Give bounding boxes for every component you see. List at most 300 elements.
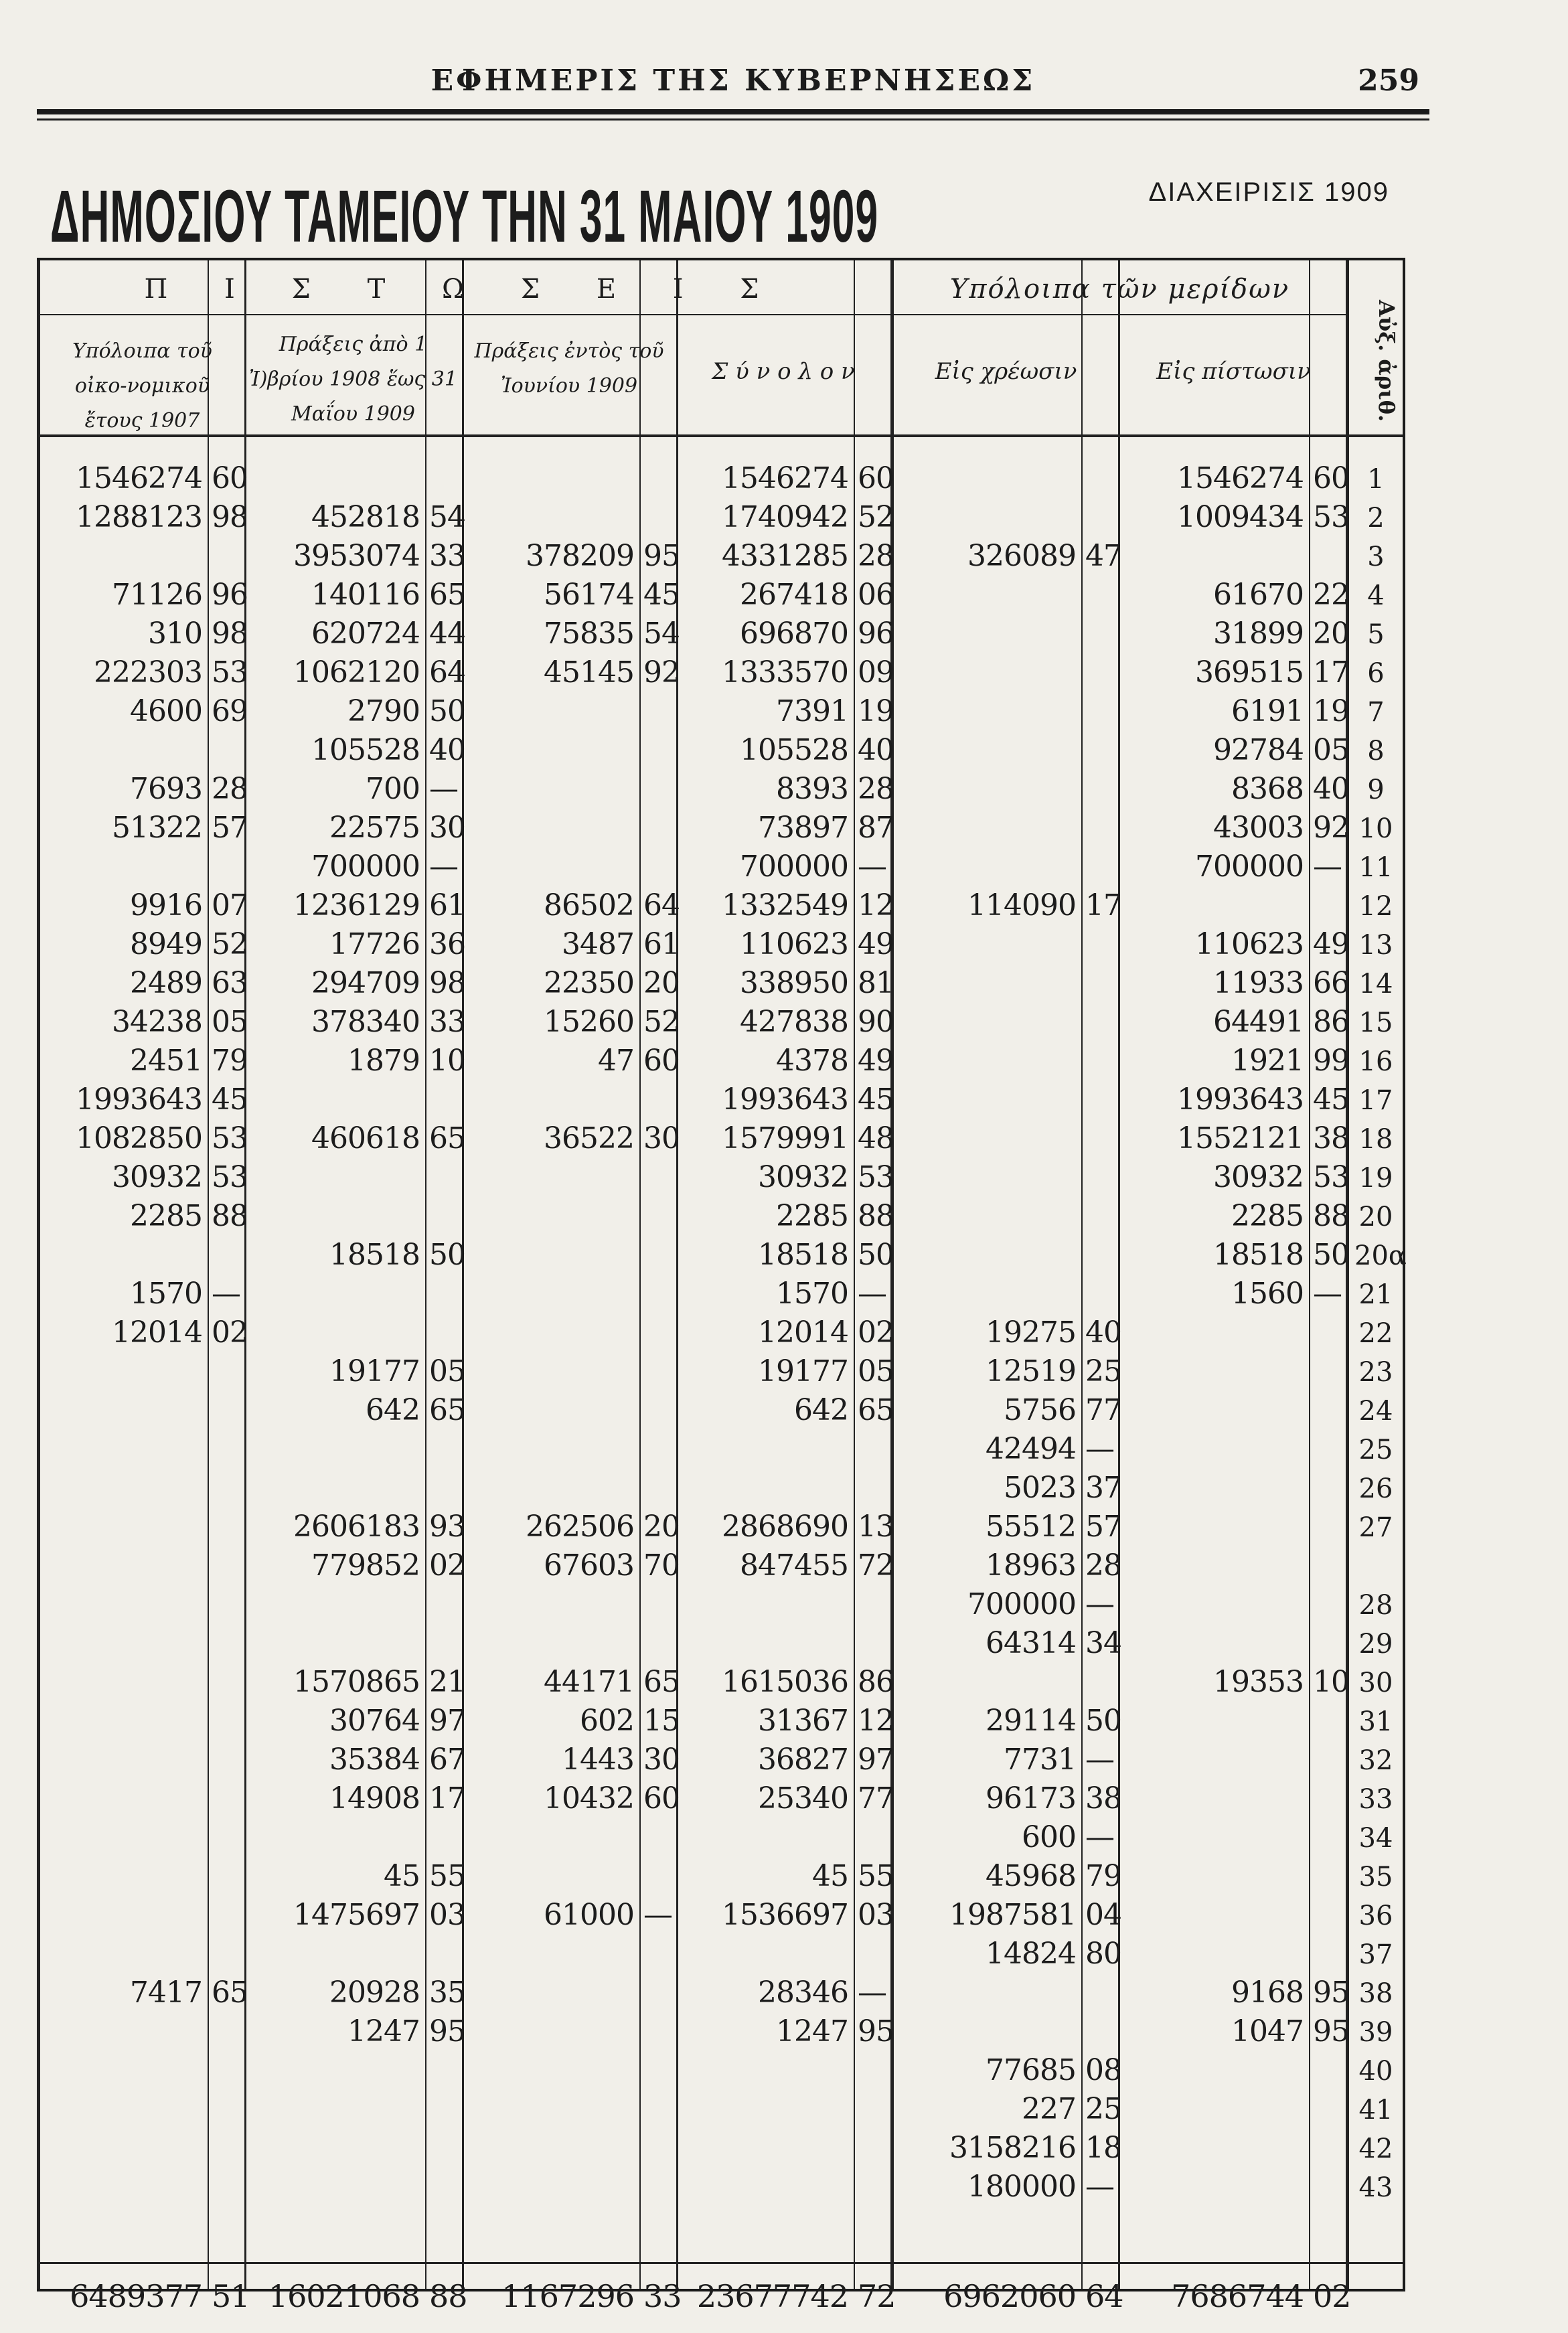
amount-lepta: 15 xyxy=(643,1704,680,1738)
amount-lepta: 45 xyxy=(643,578,680,612)
row-number: 6 xyxy=(1367,658,1385,689)
total-drachmas: 6962060 xyxy=(943,2278,1076,2314)
amount-lepta: 20 xyxy=(1313,617,1349,651)
total-lepta: 88 xyxy=(429,2278,467,2314)
amount-lepta: 64 xyxy=(643,888,680,922)
amount-drachmas: 1552121 xyxy=(1177,1121,1304,1155)
amount-drachmas: 7391 xyxy=(776,694,848,728)
amount-drachmas: 110623 xyxy=(1195,927,1304,961)
amount-lepta: 61 xyxy=(429,888,465,922)
amount-lepta: 40 xyxy=(429,733,465,767)
amount-lepta: — xyxy=(1085,1743,1114,1777)
cents-rule xyxy=(639,260,641,2289)
page-number: 259 xyxy=(1358,64,1419,98)
amount-drachmas: 36827 xyxy=(758,1743,848,1777)
amount-drachmas: 1560 xyxy=(1231,1277,1304,1311)
amount-drachmas: 1247 xyxy=(347,2014,420,2048)
amount-drachmas: 338950 xyxy=(740,966,848,1000)
amount-drachmas: 1546274 xyxy=(722,461,848,495)
amount-drachmas: 1570 xyxy=(776,1277,848,1311)
amount-lepta: 30 xyxy=(429,811,465,845)
amount-drachmas: 4331285 xyxy=(722,539,848,573)
amount-lepta: 65 xyxy=(429,1393,465,1427)
amount-drachmas: 9168 xyxy=(1231,1976,1304,2010)
amount-lepta: 33 xyxy=(429,539,465,573)
amount-drachmas: 2285 xyxy=(1231,1199,1304,1233)
row-number: 24 xyxy=(1358,1396,1393,1427)
cents-rule xyxy=(1081,260,1083,2289)
amount-lepta: 80 xyxy=(1085,1937,1121,1971)
amount-drachmas: 1570 xyxy=(130,1277,202,1311)
amount-lepta: 28 xyxy=(858,772,894,806)
amount-drachmas: 43003 xyxy=(1213,811,1304,845)
amount-drachmas: 22575 xyxy=(329,811,420,845)
row-number: 4 xyxy=(1367,580,1385,611)
amount-lepta: 37 xyxy=(1085,1471,1121,1505)
amount-lepta: 17 xyxy=(429,1781,465,1816)
row-number: 2 xyxy=(1367,503,1385,534)
amount-lepta: 40 xyxy=(1085,1315,1121,1350)
cents-rule xyxy=(425,260,426,2289)
amount-lepta: 64 xyxy=(429,655,465,690)
amount-drachmas: 86502 xyxy=(544,888,634,922)
amount-lepta: 28 xyxy=(212,772,248,806)
row-number: 30 xyxy=(1358,1668,1393,1698)
amount-lepta: 30 xyxy=(643,1743,680,1777)
row-number: 8 xyxy=(1367,736,1385,767)
amount-lepta: 49 xyxy=(858,1044,894,1078)
amount-drachmas: 310 xyxy=(148,617,202,651)
amount-drachmas: 8949 xyxy=(130,927,202,961)
amount-drachmas: 45 xyxy=(384,1859,420,1893)
amount-lepta: 13 xyxy=(858,1510,894,1544)
amount-lepta: 61 xyxy=(643,927,680,961)
amount-lepta: — xyxy=(858,850,886,884)
amount-drachmas: 1921 xyxy=(1231,1044,1304,1078)
amount-drachmas: 227 xyxy=(1022,2092,1076,2126)
amount-drachmas: 1247 xyxy=(776,2014,848,2048)
column-head-aux-arith: Αὐξ. ἀριθ. xyxy=(1374,299,1399,422)
total-lepta: 51 xyxy=(212,2278,250,2314)
amount-drachmas: 1579991 xyxy=(722,1121,848,1155)
amount-drachmas: 10432 xyxy=(544,1781,634,1816)
amount-drachmas: 2606183 xyxy=(293,1510,420,1544)
amount-drachmas: 9916 xyxy=(130,888,202,922)
amount-drachmas: 8368 xyxy=(1231,772,1304,806)
amount-lepta: 25 xyxy=(1085,2092,1121,2126)
table-title: ΔΗΜΟΣΙΟΥ ΤΑΜΕΙΟΥ ΤΗΝ 31 ΜΑΙΟΥ 1909 xyxy=(50,175,879,258)
amount-drachmas: 7417 xyxy=(130,1976,202,2010)
row-number: 7 xyxy=(1367,697,1385,728)
amount-lepta: 44 xyxy=(429,617,465,651)
amount-drachmas: 12519 xyxy=(986,1354,1076,1388)
amount-lepta: 07 xyxy=(212,888,248,922)
amount-lepta: 50 xyxy=(858,1238,894,1272)
amount-drachmas: 2285 xyxy=(776,1199,848,1233)
row-number: 10 xyxy=(1358,813,1393,844)
amount-lepta: 65 xyxy=(429,1121,465,1155)
amount-lepta: 95 xyxy=(1313,1976,1349,2010)
total-drachmas: 16021068 xyxy=(268,2278,420,2314)
row-number: 26 xyxy=(1358,1473,1393,1504)
row-number: 37 xyxy=(1358,1939,1393,1970)
total-drachmas: 7686744 xyxy=(1171,2278,1304,2314)
row-number: 32 xyxy=(1358,1745,1393,1776)
amount-drachmas: 7731 xyxy=(1004,1743,1076,1777)
amount-lepta: 28 xyxy=(858,539,894,573)
amount-lepta: 65 xyxy=(643,1665,680,1699)
amount-drachmas: 700 xyxy=(366,772,420,806)
amount-lepta: 98 xyxy=(212,617,248,651)
amount-lepta: 50 xyxy=(429,694,465,728)
amount-lepta: 55 xyxy=(858,1859,894,1893)
amount-lepta: 49 xyxy=(858,927,894,961)
amount-lepta: 72 xyxy=(858,1548,894,1583)
total-lepta: 72 xyxy=(858,2278,896,2314)
amount-lepta: 69 xyxy=(212,694,248,728)
amount-drachmas: 19177 xyxy=(758,1354,848,1388)
amount-drachmas: 1475697 xyxy=(293,1898,420,1932)
amount-drachmas: 222303 xyxy=(94,655,202,690)
row-number: 36 xyxy=(1358,1901,1393,1931)
amount-drachmas: 20928 xyxy=(329,1976,420,2010)
row-number: 16 xyxy=(1358,1046,1393,1077)
amount-lepta: 20 xyxy=(643,1510,680,1544)
amount-drachmas: 1879 xyxy=(347,1044,420,1078)
column-head-synolon: Σ ύ ν ο λ ο ν xyxy=(712,358,855,385)
amount-drachmas: 4378 xyxy=(776,1044,848,1078)
amount-drachmas: 18518 xyxy=(1213,1238,1304,1272)
amount-drachmas: 30932 xyxy=(758,1160,848,1194)
row-number: 29 xyxy=(1358,1629,1393,1660)
amount-drachmas: 1443 xyxy=(562,1743,634,1777)
amount-drachmas: 114090 xyxy=(967,888,1076,922)
row-number: 3 xyxy=(1367,542,1385,572)
amount-lepta: 81 xyxy=(858,966,894,1000)
amount-drachmas: 19177 xyxy=(329,1354,420,1388)
amount-drachmas: 602 xyxy=(580,1704,634,1738)
amount-drachmas: 28346 xyxy=(758,1976,848,2010)
amount-lepta: 57 xyxy=(1085,1510,1121,1544)
amount-drachmas: 1536697 xyxy=(722,1898,848,1932)
column-head-chreosin: Εἰς χρέωσιν xyxy=(935,358,1077,385)
row-number: 19 xyxy=(1358,1163,1393,1194)
amount-lepta: 98 xyxy=(212,500,248,534)
row-number: 39 xyxy=(1358,2017,1393,2048)
amount-drachmas: 1236129 xyxy=(293,888,420,922)
amount-drachmas: 64314 xyxy=(986,1626,1076,1660)
column-rule xyxy=(37,260,40,2289)
amount-lepta: 98 xyxy=(429,966,465,1000)
amount-drachmas: 2790 xyxy=(347,694,420,728)
amount-lepta: 95 xyxy=(1313,2014,1349,2048)
amount-lepta: 52 xyxy=(643,1005,680,1039)
amount-drachmas: 1082850 xyxy=(76,1121,202,1155)
amount-drachmas: 61000 xyxy=(544,1898,634,1932)
amount-drachmas: 36522 xyxy=(544,1121,634,1155)
row-number: 28 xyxy=(1358,1590,1393,1621)
amount-drachmas: 460618 xyxy=(311,1121,420,1155)
amount-lepta: 17 xyxy=(1085,888,1121,922)
amount-lepta: 21 xyxy=(429,1665,465,1699)
amount-lepta: 22 xyxy=(1313,578,1349,612)
cents-rule xyxy=(1309,260,1310,2289)
amount-drachmas: 7693 xyxy=(130,772,202,806)
row-number: 12 xyxy=(1358,891,1393,922)
row-number: 1 xyxy=(1367,464,1385,495)
amount-lepta: 86 xyxy=(858,1665,894,1699)
amount-drachmas: 105528 xyxy=(740,733,848,767)
amount-lepta: 54 xyxy=(643,617,680,651)
amount-lepta: 77 xyxy=(1085,1393,1121,1427)
amount-drachmas: 19275 xyxy=(986,1315,1076,1350)
row-number: 27 xyxy=(1358,1512,1393,1543)
amount-drachmas: 1009434 xyxy=(1177,500,1304,534)
amount-drachmas: 1615036 xyxy=(722,1665,848,1699)
amount-lepta: 53 xyxy=(212,655,248,690)
amount-lepta: — xyxy=(212,1277,240,1311)
row-number: 5 xyxy=(1367,619,1385,650)
amount-lepta: — xyxy=(429,772,458,806)
amount-drachmas: 15260 xyxy=(544,1005,634,1039)
amount-lepta: 50 xyxy=(429,1238,465,1272)
amount-lepta: 95 xyxy=(643,539,680,573)
amount-drachmas: 294709 xyxy=(311,966,420,1000)
amount-lepta: 10 xyxy=(1313,1665,1349,1699)
amount-lepta: 60 xyxy=(1313,461,1349,495)
amount-drachmas: 42494 xyxy=(986,1432,1076,1466)
amount-drachmas: 1332549 xyxy=(722,888,848,922)
amount-lepta: 48 xyxy=(858,1121,894,1155)
amount-drachmas: 642 xyxy=(366,1393,420,1427)
amount-drachmas: 700000 xyxy=(740,850,848,884)
amount-lepta: 49 xyxy=(1313,927,1349,961)
amount-lepta: 66 xyxy=(1313,966,1349,1000)
amount-lepta: 54 xyxy=(429,500,465,534)
amount-lepta: 53 xyxy=(858,1160,894,1194)
amount-lepta: — xyxy=(858,1976,886,2010)
amount-lepta: 19 xyxy=(858,694,894,728)
column-head-ypoloipa-1907: Υπόλοιπα τοῦ οἰκο-νομικοῦ ἔτους 1907 xyxy=(72,339,212,432)
amount-drachmas: 267418 xyxy=(740,578,848,612)
amount-drachmas: 61670 xyxy=(1213,578,1304,612)
amount-drachmas: 14908 xyxy=(329,1781,420,1816)
amount-lepta: 79 xyxy=(212,1044,248,1078)
amount-lepta: 45 xyxy=(1313,1082,1349,1117)
amount-drachmas: 67603 xyxy=(544,1548,634,1583)
amount-lepta: 50 xyxy=(1085,1704,1121,1738)
amount-drachmas: 30932 xyxy=(1213,1160,1304,1194)
amount-drachmas: 12014 xyxy=(112,1315,202,1350)
amount-drachmas: 326089 xyxy=(967,539,1076,573)
amount-drachmas: 77685 xyxy=(986,2053,1076,2087)
amount-lepta: 03 xyxy=(858,1898,894,1932)
row-number: 35 xyxy=(1358,1862,1393,1893)
amount-drachmas: 45 xyxy=(812,1859,848,1893)
amount-drachmas: 18518 xyxy=(329,1238,420,1272)
amount-drachmas: 1546274 xyxy=(76,461,202,495)
amount-drachmas: 427838 xyxy=(740,1005,848,1039)
amount-lepta: 52 xyxy=(858,500,894,534)
ypoloipa-group-head: Υπόλοιπα τῶν μερίδων xyxy=(949,274,1290,305)
amount-lepta: 17 xyxy=(1313,655,1349,690)
row-number: 9 xyxy=(1367,775,1385,805)
amount-drachmas: 18518 xyxy=(758,1238,848,1272)
amount-drachmas: 5023 xyxy=(1004,1471,1076,1505)
amount-lepta: 67 xyxy=(429,1743,465,1777)
ledger-table xyxy=(37,258,1407,2314)
amount-drachmas: 1047 xyxy=(1231,2014,1304,2048)
amount-lepta: 52 xyxy=(212,927,248,961)
row-number: 13 xyxy=(1358,930,1393,961)
amount-drachmas: 620724 xyxy=(311,617,420,651)
amount-drachmas: 45968 xyxy=(986,1859,1076,1893)
amount-lepta: 60 xyxy=(643,1781,680,1816)
amount-drachmas: 92784 xyxy=(1213,733,1304,767)
amount-lepta: 55 xyxy=(429,1859,465,1893)
pistoseis-group-head: Π Ι Σ Τ Ω Σ Ε Ι Σ xyxy=(144,274,783,305)
amount-drachmas: 2489 xyxy=(130,966,202,1000)
amount-lepta: 40 xyxy=(1313,772,1349,806)
amount-lepta: — xyxy=(1085,1432,1114,1466)
amount-lepta: 05 xyxy=(1313,733,1349,767)
amount-lepta: 19 xyxy=(1313,694,1349,728)
amount-lepta: 60 xyxy=(643,1044,680,1078)
amount-lepta: — xyxy=(858,1277,886,1311)
row-number: 25 xyxy=(1358,1435,1393,1465)
amount-lepta: 06 xyxy=(858,578,894,612)
amount-drachmas: 44171 xyxy=(544,1665,634,1699)
amount-lepta: 47 xyxy=(1085,539,1121,573)
amount-drachmas: 71126 xyxy=(112,578,202,612)
amount-drachmas: 11933 xyxy=(1213,966,1304,1000)
amount-lepta: 20 xyxy=(643,966,680,1000)
amount-lepta: 60 xyxy=(212,461,248,495)
column-head-praxeis-1908: Πράξεις ἀπὸ 1 Ἰ)βρίου 1908 ἕως 31 Μαΐου 1909 xyxy=(249,333,457,426)
row-number: 38 xyxy=(1358,1978,1393,2009)
amount-lepta: 79 xyxy=(1085,1859,1121,1893)
amount-lepta: — xyxy=(1085,2170,1114,2204)
amount-drachmas: 4600 xyxy=(130,694,202,728)
amount-lepta: 53 xyxy=(212,1160,248,1194)
amount-drachmas: 5756 xyxy=(1004,1393,1076,1427)
amount-lepta: 33 xyxy=(429,1005,465,1039)
amount-lepta: 96 xyxy=(212,578,248,612)
amount-lepta: — xyxy=(1313,1277,1342,1311)
amount-lepta: 12 xyxy=(858,888,894,922)
amount-lepta: 04 xyxy=(1085,1898,1121,1932)
amount-drachmas: 34238 xyxy=(112,1005,202,1039)
amount-lepta: 05 xyxy=(429,1354,465,1388)
administration-label: ΔΙΑΧΕΙΡΙΣΙΣ 1909 xyxy=(1148,177,1389,207)
amount-lepta: 97 xyxy=(429,1704,465,1738)
amount-drachmas: 700000 xyxy=(1195,850,1304,884)
amount-drachmas: 642 xyxy=(794,1393,848,1427)
amount-lepta: 12 xyxy=(858,1704,894,1738)
amount-lepta: 53 xyxy=(1313,1160,1349,1194)
amount-drachmas: 25340 xyxy=(758,1781,848,1816)
amount-drachmas: 1993643 xyxy=(1177,1082,1304,1117)
amount-drachmas: 1546274 xyxy=(1177,461,1304,495)
amount-lepta: 45 xyxy=(212,1082,248,1117)
amount-drachmas: 73897 xyxy=(758,811,848,845)
amount-lepta: 99 xyxy=(1313,1044,1349,1078)
amount-lepta: 60 xyxy=(858,461,894,495)
amount-drachmas: 700000 xyxy=(967,1587,1076,1621)
total-lepta: 02 xyxy=(1313,2278,1351,2314)
amount-lepta: 92 xyxy=(1313,811,1349,845)
amount-drachmas: 110623 xyxy=(740,927,848,961)
amount-drachmas: 1987581 xyxy=(949,1898,1076,1932)
amount-drachmas: 140116 xyxy=(311,578,420,612)
amount-drachmas: 47 xyxy=(598,1044,634,1078)
amount-drachmas: 51322 xyxy=(112,811,202,845)
amount-drachmas: 847455 xyxy=(740,1548,848,1583)
amount-lepta: 34 xyxy=(1085,1626,1121,1660)
amount-lepta: 02 xyxy=(429,1548,465,1583)
row-number: 15 xyxy=(1358,1008,1393,1038)
amount-drachmas: 1993643 xyxy=(722,1082,848,1117)
row-number: 20α xyxy=(1354,1240,1407,1271)
row-number: 41 xyxy=(1358,2095,1393,2125)
header-rule-thin xyxy=(37,118,1429,120)
amount-drachmas: 700000 xyxy=(311,850,420,884)
amount-drachmas: 696870 xyxy=(740,617,848,651)
amount-drachmas: 262506 xyxy=(526,1510,634,1544)
amount-lepta: 38 xyxy=(1085,1781,1121,1816)
newspaper-page xyxy=(37,37,1429,2314)
amount-lepta: — xyxy=(1313,850,1342,884)
total-lepta: 64 xyxy=(1085,2278,1123,2314)
amount-drachmas: 369515 xyxy=(1195,655,1304,690)
amount-lepta: 77 xyxy=(858,1781,894,1816)
amount-lepta: 88 xyxy=(858,1199,894,1233)
amount-lepta: 70 xyxy=(643,1548,680,1583)
amount-drachmas: 31899 xyxy=(1213,617,1304,651)
row-number: 43 xyxy=(1358,2172,1393,2203)
amount-drachmas: 6191 xyxy=(1231,694,1304,728)
amount-lepta: 02 xyxy=(858,1315,894,1350)
amount-lepta: 45 xyxy=(858,1082,894,1117)
row-number: 42 xyxy=(1358,2134,1393,2164)
amount-lepta: 28 xyxy=(1085,1548,1121,1583)
amount-lepta: — xyxy=(429,850,458,884)
amount-lepta: 05 xyxy=(858,1354,894,1388)
amount-lepta: 95 xyxy=(429,2014,465,2048)
amount-drachmas: 3953074 xyxy=(293,539,420,573)
amount-drachmas: 600 xyxy=(1022,1820,1076,1854)
column-head-pistosin: Εἰς πίστωσιν xyxy=(1156,358,1311,385)
amount-drachmas: 8393 xyxy=(776,772,848,806)
amount-lepta: 03 xyxy=(429,1898,465,1932)
row-number: 21 xyxy=(1358,1279,1393,1310)
header-rule xyxy=(37,109,1429,114)
total-drachmas: 1167296 xyxy=(501,2278,634,2314)
amount-lepta: 18 xyxy=(1085,2131,1121,2165)
amount-lepta: — xyxy=(1085,1587,1114,1621)
amount-drachmas: 30764 xyxy=(329,1704,420,1738)
amount-drachmas: 31367 xyxy=(758,1704,848,1738)
cents-rule xyxy=(854,260,855,2289)
column-head-praxeis-iouniou: Πράξεις ἐντὸς τοῦ Ἰουνίου 1909 xyxy=(474,339,664,398)
amount-drachmas: 2451 xyxy=(130,1044,202,1078)
amount-drachmas: 64491 xyxy=(1213,1005,1304,1039)
amount-drachmas: 35384 xyxy=(329,1743,420,1777)
amount-drachmas: 18963 xyxy=(986,1548,1076,1583)
amount-lepta: 08 xyxy=(1085,2053,1121,2087)
header-bottom-rule xyxy=(37,434,1403,437)
cents-rule xyxy=(208,260,209,2289)
